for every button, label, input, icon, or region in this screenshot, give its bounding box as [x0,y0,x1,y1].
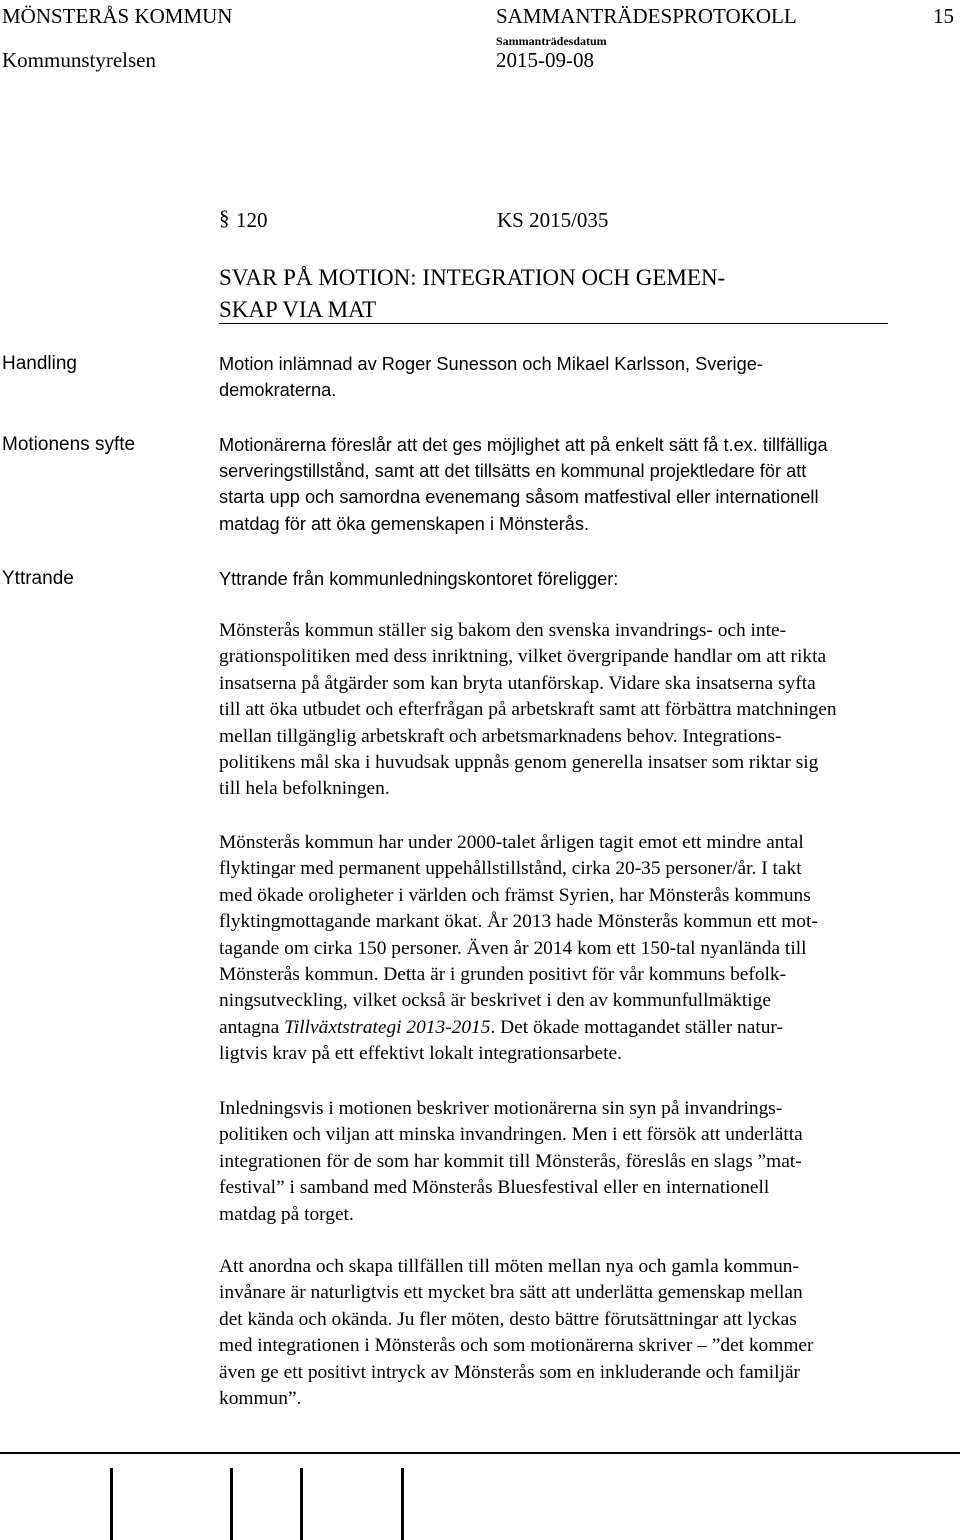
case-title [219,262,919,326]
body-line: politikens mål ska i huvudsak uppnås genom generella insatser som riktar sig [219,752,819,774]
body-line: integrationen för de som har kommit till Mönsterås, föreslås en slags ”mat- [219,1150,802,1172]
body-paragraph-1 [219,618,955,803]
body-line: flyktingmottagande markant ökat. År 2013 hade Mönsterås kommun ett mot- [219,911,818,933]
body-line-with-italic [219,1015,955,1041]
case-title-line: SVAR PÅ MOTION: INTEGRATION OCH GEMEN- [219,265,726,290]
page-number: 15 [933,4,954,28]
board-name: Kommunstyrelsen [2,48,156,72]
title-underline [219,323,888,324]
body-line: ningsutveckling, vilket också är beskrivet i den av kommunfullmäktige [219,990,771,1012]
footer-rule [0,1452,960,1454]
body-line: ligtvis krav på ett effektivt lokalt integrationsarbete. [219,1043,622,1065]
body-line: Mönsterås kommun har under 2000-talet årligen tagit emot ett mindre antal [219,832,804,853]
body-paragraph-4 [219,1254,955,1412]
body-line: kommun”. [219,1388,302,1410]
meeting-date: 2015-09-08 [496,48,594,72]
body-line: flyktingar med permanent uppehållstillstånd, cirka 20-35 personer/år. I takt [219,858,802,880]
body-paragraph-3 [219,1096,955,1228]
syfte-line: Motionärerna föreslår att det ges möjlighet att på enkelt sätt få t.ex. tillfälliga [219,435,828,455]
body-line: tagande om cirka 150 personer. Även år 2014 kom ett 150-tal nyanlända till [219,937,807,959]
yttrande-intro [219,566,909,592]
body-line: politiken och viljan att minska invandringen. Men i ett försök att underlätta [219,1124,803,1146]
case-title-line: SKAP VIA MAT [219,297,377,322]
yttrande-intro-line: Yttrande från kommunledningskontoret föreligger: [219,569,619,589]
protocol-type: SAMMANTRÄDESPROTOKOLL [496,4,797,28]
paragraph-symbol: § [219,206,230,230]
syfte-line: matdag för att öka gemenskapen i Mönsterås. [219,513,590,534]
body-line: mellan tillgänglig arbetskraft och arbetsmarknadens behov. Integrations- [219,725,782,747]
handling-line: demokraterna. [219,380,337,401]
label-yttrande: Yttrande [2,568,74,589]
body-paragraph-2 [219,830,955,1068]
syfte-text [219,432,909,537]
body-text: antagna [219,1016,285,1038]
body-line: även ge ett positivt intryck av Mönsterås som en inkluderande och familjär [219,1361,801,1383]
signature-divider [110,1468,113,1540]
syfte-line: starta upp och samordna evenemang såsom matfestival eller internationell [219,487,819,508]
body-line: grationspolitiken med dess inriktning, vilket övergripande handlar om att rikta [219,646,827,668]
body-line: det kända och okända. Ju fler möten, desto bättre förutsättningar att lyckas [219,1308,797,1330]
signature-divider [401,1468,404,1540]
body-line: matdag på torget. [219,1203,354,1225]
body-line: med ökade oroligheter i världen och främst Syrien, har Mönsterås kommuns [219,884,811,906]
strategy-title: Tillväxtstrategi 2013-2015 [284,1016,491,1038]
body-line: festival” i samband med Mönsterås Bluesfestival eller en internationell [219,1177,770,1199]
label-motionens-syfte: Motionens syfte [2,434,136,455]
syfte-line: serveringstillstånd, samt att det tillsätts en kommunal projektledare för att [219,461,807,482]
body-line: med integrationen i Mönsterås och som motionärerna skriver – ”det kommer [219,1335,814,1357]
body-line: till hela befolkningen. [219,778,390,800]
date-label: Sammanträdesdatum [496,34,607,48]
body-line: insatserna på åtgärder som kan bryta utanförskap. Vidare ska insatserna syfta [219,672,816,694]
body-line: till att öka utbudet och efterfrågan på arbetskraft samt att förbättra matchningen [219,699,837,721]
body-line: Att anordna och skapa tillfällen till möten mellan nya och gamla kommun- [219,1256,799,1277]
handling-text [219,351,909,403]
municipality-name: MÖNSTERÅS KOMMUN [2,4,233,28]
body-line: invånare är naturligtvis ett mycket bra sätt att underlätta gemenskap mellan [219,1282,803,1304]
body-line: Inledningsvis i motionen beskriver motionärerna sin syn på invandrings- [219,1098,783,1119]
body-line: Mönsterås kommun. Detta är i grunden positivt för vår kommuns befolk- [219,964,787,986]
paragraph-number: 120 [236,208,268,232]
handling-line: Motion inlämnad av Roger Sunesson och Mikael Karlsson, Sverige- [219,354,763,374]
case-number: KS 2015/035 [497,208,609,232]
signature-divider [230,1468,233,1540]
signature-divider [300,1468,303,1540]
label-handling: Handling [2,353,77,374]
body-line: Mönsterås kommun ställer sig bakom den svenska invandrings- och inte- [219,620,787,641]
body-text: . Det ökade mottagandet ställer natur- [490,1016,783,1038]
